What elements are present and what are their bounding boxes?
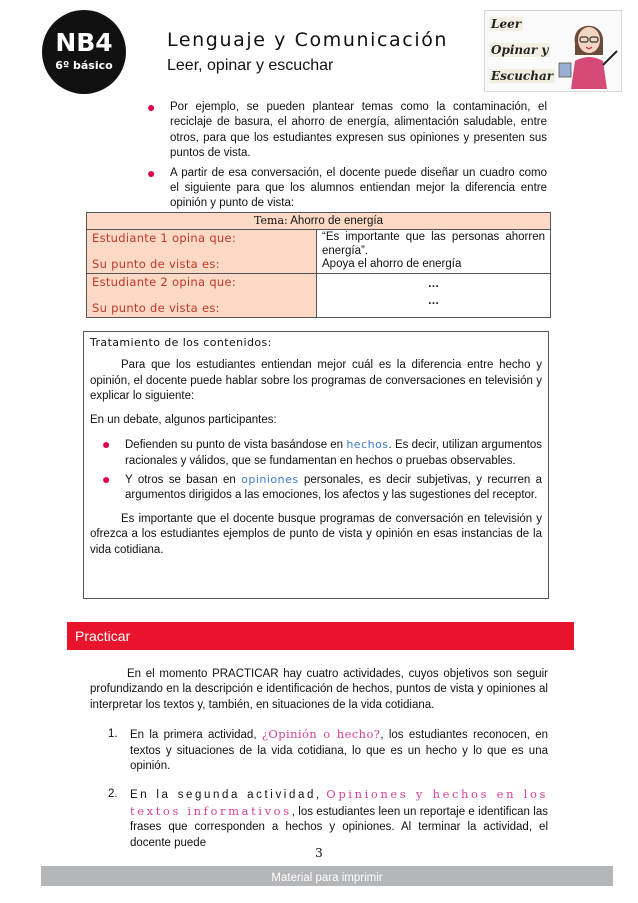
activity-list <box>90 727 548 851</box>
practicar-section-header <box>67 622 574 650</box>
treatment-paragraph-3: Es importante que el docente busque programas de conversación en televisión y ofrezca a los estudiantes ejemplos de punto de vista y opinión en esas instancias de la vida cotidiana. <box>90 512 542 556</box>
treatment-paragraph-2: En un debate, algunos participantes: <box>90 413 277 426</box>
bullet-icon: ● <box>147 164 156 181</box>
student-2-labels: Estudiante 2 opina que: Su punto de vista es: <box>87 274 317 318</box>
bullet-icon: ● <box>102 470 111 487</box>
subject-title: Lenguaje y Comunicación <box>167 29 449 51</box>
practicar-intro: En el momento PRACTICAR hay cuatro actividades, cuyos objetivos son seguir profundizando en la descripción e identificación de hechos, puntos de vista y opiniones al interpretar los textos y, también, en situaciones de la vida cotidiana. <box>90 668 548 711</box>
unit-subtitle: Leer, opinar y escuchar <box>167 57 334 74</box>
student-1-values: “Es importante que las personas ahorren energía”. Apoya el ahorro de energía <box>317 230 551 274</box>
list-item: ● Por ejemplo, se pueden plantear temas como la contaminación, el reciclaje de basura, el ahorro de energía, alimentación saludable, entre otros, para que los estudiantes expresen sus opiniones y presenten sus puntos de vista. <box>147 99 547 160</box>
list-item: ● Y otros se basan en opiniones personales, es decir subjetivas, y recurren a argumentos dirigidos a las emociones, los afectos y las sugestiones del receptor. <box>102 470 542 502</box>
nb4-logo <box>42 10 126 94</box>
activity-title: Opiniones y hechos en los textos informativos <box>130 787 548 818</box>
teacher-illustration-icon <box>557 13 619 89</box>
intro-bullet-list <box>147 100 547 212</box>
practicar-body <box>90 667 548 851</box>
table-row <box>87 274 551 318</box>
page-number: 3 <box>315 846 323 860</box>
highlight-hechos: hechos <box>346 438 389 452</box>
bullet-icon: ● <box>147 99 156 115</box>
table-row <box>87 230 551 274</box>
list-item: 2. En la segunda actividad, Opiniones y hechos en los textos informativos, los estudiantes leen un reportaje e identifican las frases que corresponden a hechos y opiniones. Al terminar la actividad, el docente puede <box>108 787 549 849</box>
treatment-box <box>83 331 549 599</box>
bullet-icon: ● <box>102 436 111 453</box>
practicar-heading: Practicar <box>75 628 131 644</box>
banner-word-opinar: Opinar y <box>491 43 549 57</box>
highlight-opiniones: opiniones <box>241 472 299 486</box>
student-2-values: … … <box>317 274 551 318</box>
logo-level: NB4 <box>55 28 113 57</box>
student-1-labels: Estudiante 1 opina que: Su punto de vista es: <box>87 230 317 274</box>
item-number: 1. <box>108 728 118 741</box>
table-header-row <box>87 213 551 230</box>
list-item: 1. En la primera actividad, ¿Opinión o hecho?, los estudiantes reconocen, en textos y situaciones de la vida cotidiana, lo que es un hecho y lo que es una opinión. <box>108 727 549 773</box>
activity-title: ¿Opinión o hecho? <box>261 727 381 742</box>
banner-word-leer: Leer <box>491 17 522 31</box>
opinion-viewpoint-table <box>86 212 551 318</box>
leer-opinar-escuchar-banner <box>484 10 622 92</box>
list-item: ● Defienden su punto de vista basándose en hechos. Es decir, utilizan argumentos racionales y válidos, que se fundamentan en hechos o pruebas observables. <box>102 436 542 467</box>
footer-label: Material para imprimir <box>271 872 383 884</box>
treatment-title: Tratamiento de los contenidos: <box>90 336 272 349</box>
footer-bar <box>41 866 613 886</box>
debate-bullet-list <box>90 437 542 503</box>
item-number: 2. <box>108 788 118 801</box>
treatment-paragraph-1: Para que los estudiantes entiendan mejor cuál es la diferencia entre hecho y opinión, el docente puede hablar sobre los programas de conversaciones en televisión y explicar lo siguiente: <box>90 359 542 403</box>
list-item: ● A partir de esa conversación, el docente puede diseñar un cuadro como el siguiente para que los alumnos entiendan mejor la diferencia entre opinión y punto de vista: <box>147 164 547 210</box>
logo-grade: 6º básico <box>55 59 113 72</box>
banner-word-escuchar: Escuchar <box>491 69 554 83</box>
table-theme-header: Tema: Ahorro de energía <box>87 213 551 230</box>
